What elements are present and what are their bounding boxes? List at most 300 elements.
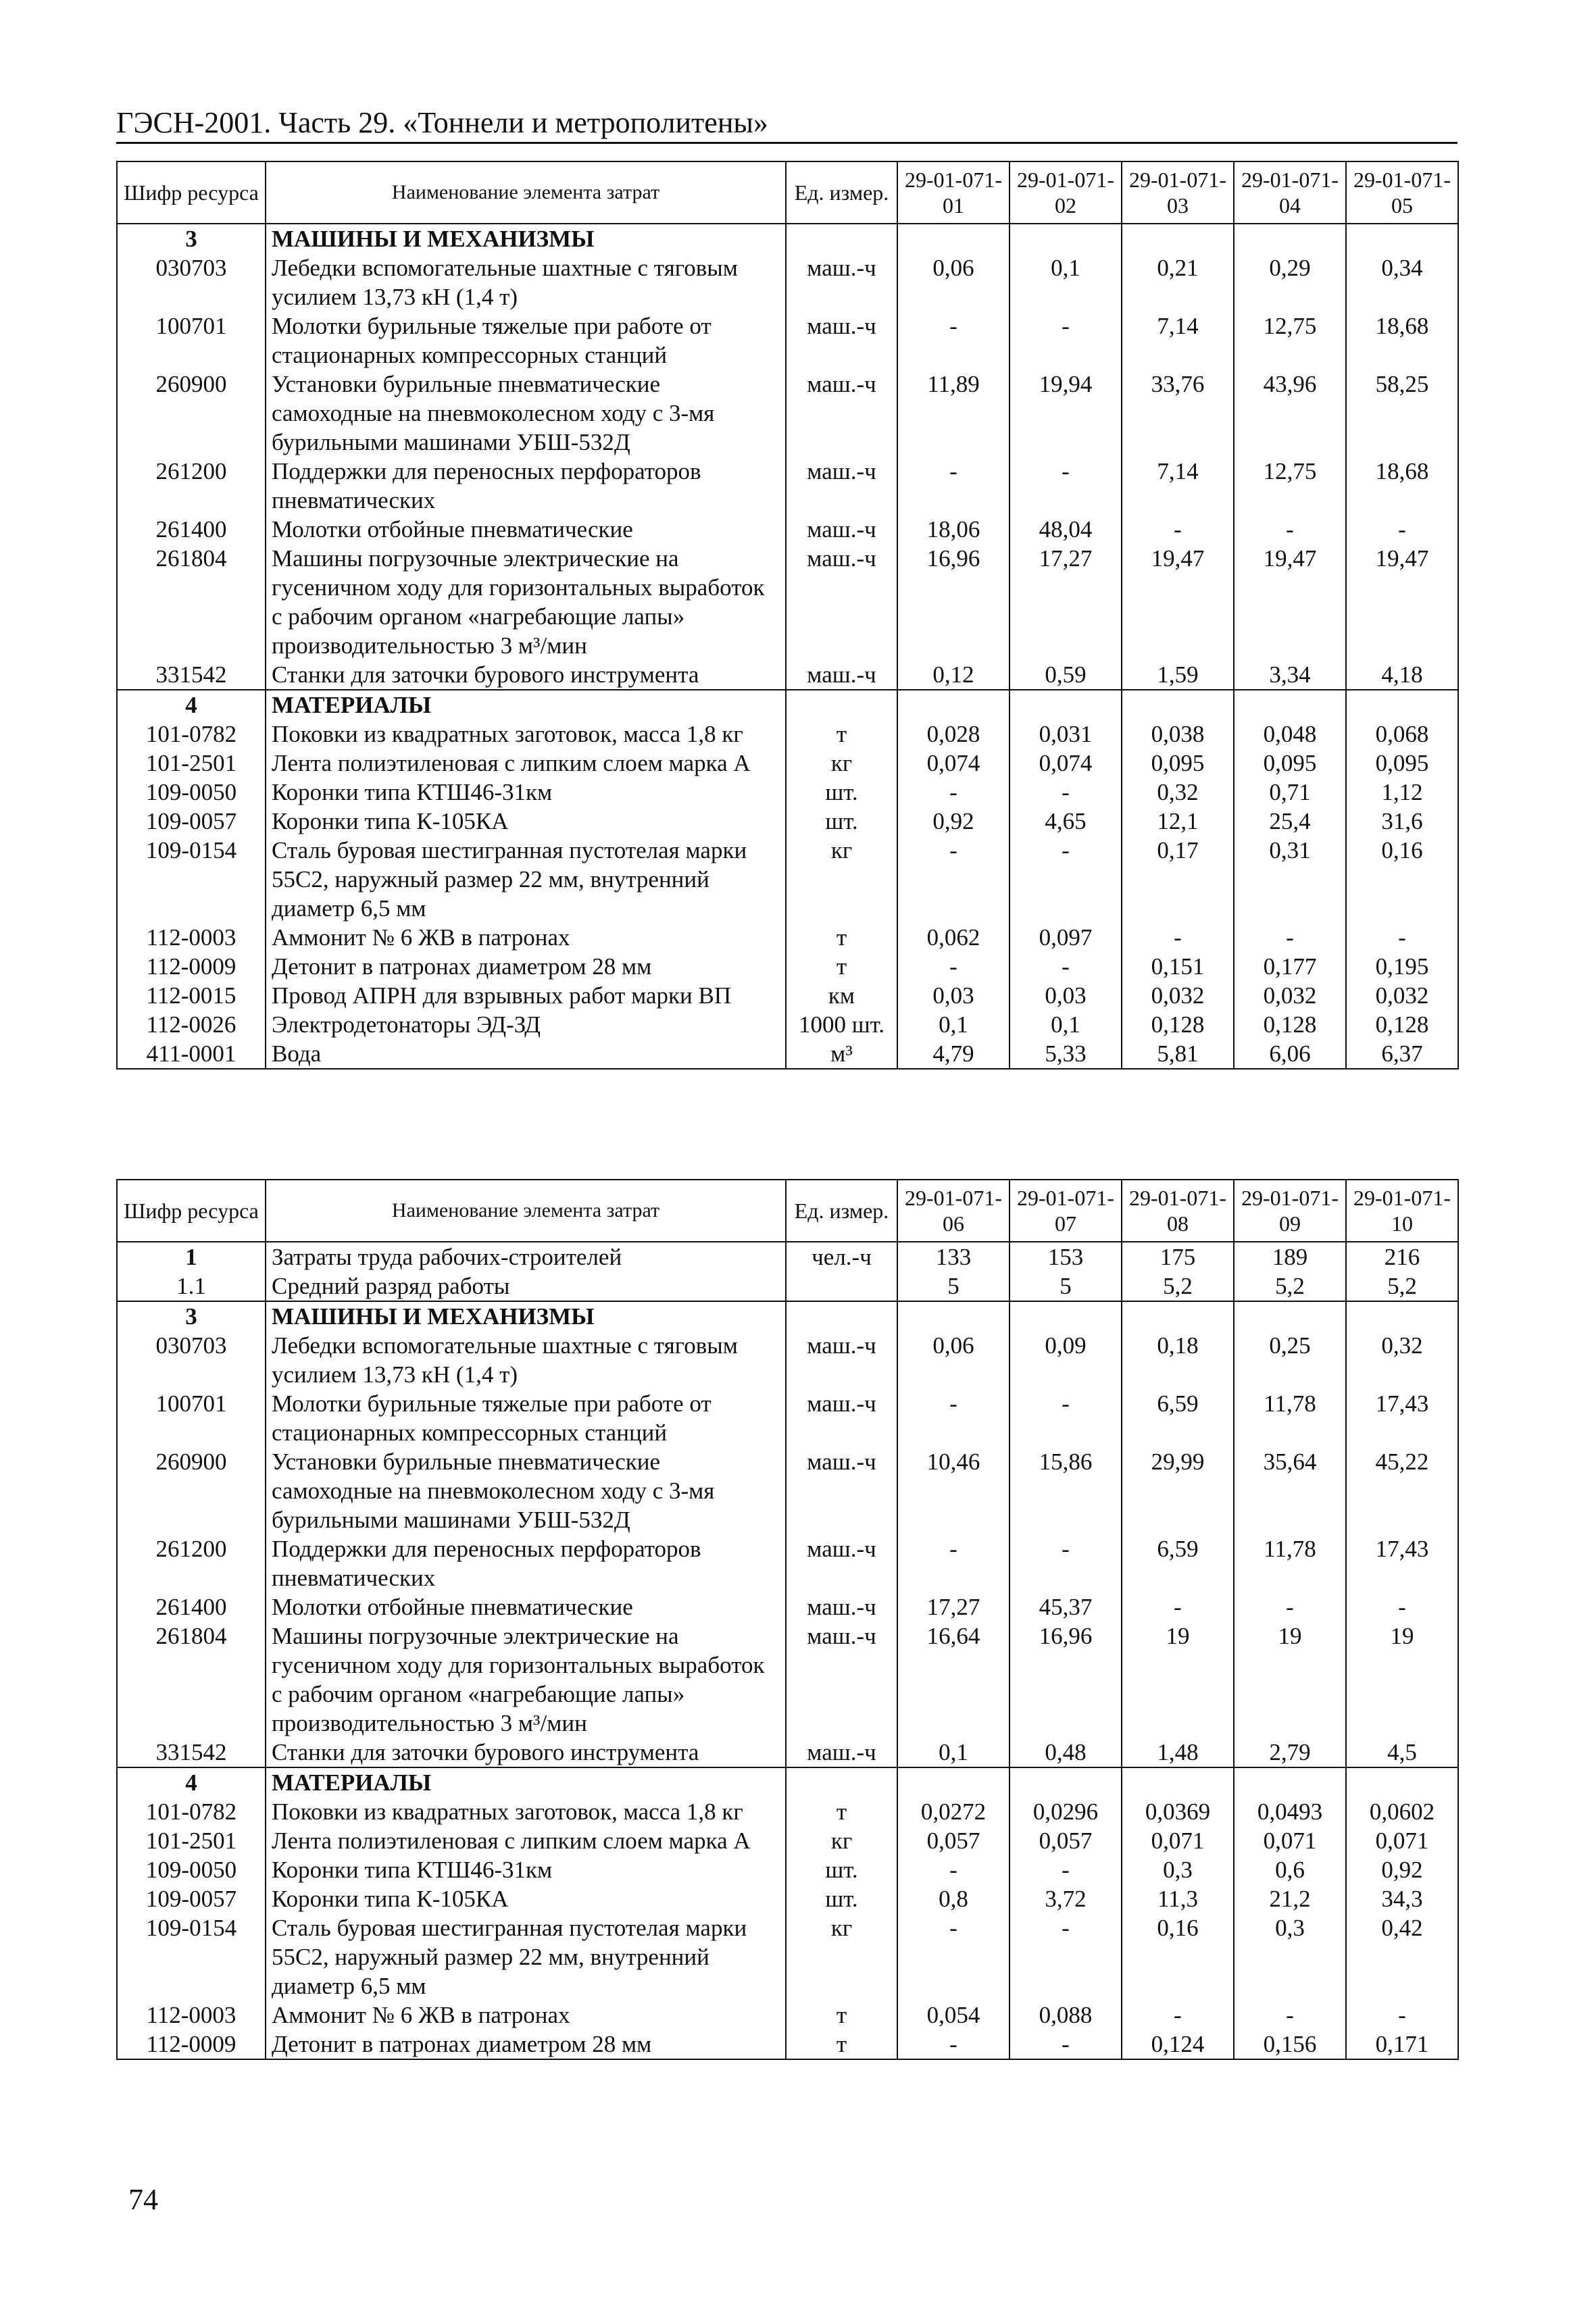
value-cell: 0,128 [1122,1010,1234,1039]
resource-name: Коронки типа КТШ46-31км [266,1855,786,1884]
value-cell: - [1122,1592,1234,1621]
unit-cell: шт. [786,1855,897,1884]
unit-cell [786,1767,897,1797]
value-cell: 0,42 [1346,1913,1458,2001]
value-cell: 5,2 [1234,1272,1346,1301]
table-row [117,1389,1458,1447]
resource-code: 261400 [117,1592,266,1621]
resource-name: МАШИНЫ И МЕХАНИЗМЫ [266,1301,786,1331]
unit-cell: шт. [786,807,897,836]
resource-code: 4 [117,1767,266,1797]
value-cell: - [1009,2030,1122,2059]
value-cell [1122,224,1234,253]
value-cell [1346,1767,1458,1797]
value-cell: 5 [1009,1272,1122,1301]
resource-code: 100701 [117,311,266,370]
value-cell: - [897,836,1009,923]
table-row [117,1592,1458,1621]
value-cell: 45,37 [1009,1592,1122,1621]
value-cell: - [1234,2001,1346,2030]
resource-code: 112-0009 [117,952,266,981]
col-header-norm: 29-01-071-02 [1009,161,1122,224]
page-header: ГЭСН-2001. Часть 29. «Тоннели и метрополитены» [116,106,768,139]
table-row [117,1621,1458,1738]
resource-name: Лебедки вспомогательные шахтные с тяговым усилием 13,73 кН (1,4 т) [266,1331,786,1389]
value-cell: 0,095 [1122,749,1234,778]
value-cell: 3,72 [1009,1884,1122,1913]
resource-name: Машины погрузочные электрические на гусеничном ходу для горизонтальных выработок с рабочим органом «нагребающие лапы» производительностью 3 м³/мин [266,544,786,660]
col-header-name: Наименование элемента затрат [266,161,786,224]
table-row [117,1826,1458,1855]
value-cell: - [1234,1592,1346,1621]
value-cell: - [897,2030,1009,2059]
unit-cell: маш.-ч [786,515,897,544]
value-cell: 0,074 [897,749,1009,778]
value-cell: 1,59 [1122,660,1234,690]
value-cell: 11,78 [1234,1389,1346,1447]
value-cell: 15,86 [1009,1447,1122,1534]
value-cell: 18,68 [1346,311,1458,370]
table-row [117,515,1458,544]
value-cell: 17,43 [1346,1389,1458,1447]
resource-code: 4 [117,690,266,720]
table-row [117,749,1458,778]
value-cell: 34,3 [1346,1884,1458,1913]
col-header-unit: Ед. измер. [786,161,897,224]
value-cell: 0,18 [1122,1331,1234,1389]
table-row [117,1797,1458,1826]
resource-name: Молотки бурильные тяжелые при работе от стационарных компрессорных станций [266,311,786,370]
value-cell: - [897,311,1009,370]
value-cell: 43,96 [1234,370,1346,457]
table-row [117,1913,1458,2001]
col-header-norm: 29-01-071-05 [1346,161,1458,224]
section-row [117,690,1458,720]
unit-cell: шт. [786,1884,897,1913]
value-cell: 0,048 [1234,720,1346,749]
unit-cell: т [786,720,897,749]
value-cell: 11,89 [897,370,1009,457]
value-cell: 12,75 [1234,457,1346,515]
table-row [117,1855,1458,1884]
value-cell: 0,195 [1346,952,1458,981]
header-rule [116,142,1457,144]
table-row [117,1331,1458,1389]
value-cell: 0,17 [1122,836,1234,923]
resource-name: Лента полиэтиленовая с липким слоем марка А [266,1826,786,1855]
value-cell: 5 [897,1272,1009,1301]
resource-name: Поковки из квадратных заготовок, масса 1,8 кг [266,720,786,749]
value-cell: 0,032 [1122,981,1234,1010]
value-cell [897,224,1009,253]
resource-code: 112-0015 [117,981,266,1010]
value-cell: 5,33 [1009,1039,1122,1069]
table-row [117,1272,1458,1301]
table-row [117,457,1458,515]
resource-code: 331542 [117,660,266,690]
value-cell: 0,151 [1122,952,1234,981]
value-cell: 0,031 [1009,720,1122,749]
value-cell: 0,21 [1122,253,1234,311]
section-row [117,1242,1458,1272]
value-cell: 0,3 [1234,1913,1346,2001]
unit-cell: маш.-ч [786,1592,897,1621]
value-cell: - [1009,952,1122,981]
resource-name: Молотки отбойные пневматические [266,1592,786,1621]
value-cell: 3,34 [1234,660,1346,690]
resource-code: 260900 [117,1447,266,1534]
norms-table-1 [116,161,1459,1070]
value-cell: - [1122,2001,1234,2030]
col-header-norm: 29-01-071-10 [1346,1180,1458,1242]
value-cell: 5,2 [1122,1272,1234,1301]
unit-cell: маш.-ч [786,370,897,457]
resource-name: Лента полиэтиленовая с липким слоем марка А [266,749,786,778]
resource-code: 331542 [117,1738,266,1767]
table-1-body [117,224,1458,1069]
value-cell: 35,64 [1234,1447,1346,1534]
value-cell: 7,14 [1122,311,1234,370]
resource-code: 101-2501 [117,749,266,778]
value-cell: - [1346,2001,1458,2030]
value-cell: 58,25 [1346,370,1458,457]
value-cell: 19,94 [1009,370,1122,457]
value-cell: 0,92 [1346,1855,1458,1884]
resource-code: 411-0001 [117,1039,266,1069]
col-header-norm: 29-01-071-04 [1234,161,1346,224]
value-cell [1234,1767,1346,1797]
resource-name: Молотки отбойные пневматические [266,515,786,544]
table-row [117,1884,1458,1913]
value-cell: 2,79 [1234,1738,1346,1767]
value-cell: 0,16 [1122,1913,1234,2001]
value-cell: 0,074 [1009,749,1122,778]
value-cell: 0,6 [1234,1855,1346,1884]
value-cell: 4,5 [1346,1738,1458,1767]
value-cell: 0,156 [1234,2030,1346,2059]
value-cell: 0,03 [1009,981,1122,1010]
value-cell: 0,1 [897,1738,1009,1767]
unit-cell: т [786,2030,897,2059]
unit-cell: м³ [786,1039,897,1069]
value-cell: 4,65 [1009,807,1122,836]
value-cell: 33,76 [1122,370,1234,457]
value-cell: 16,96 [897,544,1009,660]
resource-code: 261200 [117,457,266,515]
resource-code: 112-0009 [117,2030,266,2059]
value-cell: - [1009,1855,1122,1884]
value-cell: 0,177 [1234,952,1346,981]
value-cell [1009,1301,1122,1331]
value-cell: 6,37 [1346,1039,1458,1069]
value-cell: - [1009,1534,1122,1592]
col-header-name: Наименование элемента затрат [266,1180,786,1242]
resource-code: 109-0057 [117,1884,266,1913]
unit-cell: кг [786,1913,897,2001]
value-cell: 0,128 [1346,1010,1458,1039]
value-cell [1234,1301,1346,1331]
table-row [117,660,1458,690]
value-cell: 153 [1009,1242,1122,1272]
value-cell: - [1234,515,1346,544]
value-cell: 0,25 [1234,1331,1346,1389]
value-cell: 19,47 [1234,544,1346,660]
value-cell: 0,12 [897,660,1009,690]
resource-name: Вода [266,1039,786,1069]
resource-name: Аммонит № 6 ЖВ в патронах [266,923,786,952]
value-cell: 0,3 [1122,1855,1234,1884]
value-cell: 1,12 [1346,778,1458,807]
value-cell: 16,96 [1009,1621,1122,1738]
col-header-norm: 29-01-071-08 [1122,1180,1234,1242]
value-cell: 0,0272 [897,1797,1009,1826]
col-header-norm: 29-01-071-01 [897,161,1009,224]
unit-cell: кг [786,749,897,778]
value-cell: 17,43 [1346,1534,1458,1592]
value-cell [897,690,1009,720]
value-cell: 0,097 [1009,923,1122,952]
unit-cell [786,224,897,253]
resource-code: 260900 [117,370,266,457]
resource-name: Провод АПРН для взрывных работ марки ВП [266,981,786,1010]
section-row [117,224,1458,253]
col-header-code: Шифр ресурса [117,161,266,224]
value-cell: 1,48 [1122,1738,1234,1767]
value-cell [1346,690,1458,720]
value-cell: 0,057 [897,1826,1009,1855]
table-row [117,1534,1458,1592]
value-cell: 216 [1346,1242,1458,1272]
value-cell: 18,68 [1346,457,1458,515]
resource-code: 261804 [117,1621,266,1738]
value-cell: 0,03 [897,981,1009,1010]
value-cell: 133 [897,1242,1009,1272]
value-cell: - [1122,923,1234,952]
value-cell [897,1767,1009,1797]
value-cell: 0,48 [1009,1738,1122,1767]
resource-name: МАШИНЫ И МЕХАНИЗМЫ [266,224,786,253]
value-cell: 0,071 [1122,1826,1234,1855]
value-cell: 0,92 [897,807,1009,836]
resource-name: Поддержки для переносных перфораторов пневматических [266,457,786,515]
unit-cell: маш.-ч [786,457,897,515]
value-cell: 0,32 [1122,778,1234,807]
resource-code: 112-0003 [117,923,266,952]
resource-name: МАТЕРИАЛЫ [266,1767,786,1797]
table-row [117,1738,1458,1767]
value-cell [1234,224,1346,253]
resource-code: 109-0050 [117,778,266,807]
value-cell: - [897,1534,1009,1592]
value-cell: 0,1 [897,1010,1009,1039]
value-cell: 6,06 [1234,1039,1346,1069]
value-cell: - [897,1389,1009,1447]
value-cell [1122,1301,1234,1331]
page-number: 74 [128,2183,158,2216]
table-row [117,720,1458,749]
unit-cell: маш.-ч [786,1738,897,1767]
resource-code: 3 [117,224,266,253]
unit-cell: шт. [786,778,897,807]
value-cell: 0,071 [1234,1826,1346,1855]
value-cell: 16,64 [897,1621,1009,1738]
value-cell: 19,47 [1122,544,1234,660]
resource-name: Аммонит № 6 ЖВ в патронах [266,2001,786,2030]
value-cell: 10,46 [897,1447,1009,1534]
value-cell: 12,75 [1234,311,1346,370]
norms-table-2 [116,1179,1459,2060]
unit-cell: т [786,1797,897,1826]
value-cell: - [897,952,1009,981]
resource-code: 112-0026 [117,1010,266,1039]
resource-code: 109-0050 [117,1855,266,1884]
value-cell: 31,6 [1346,807,1458,836]
unit-cell: маш.-ч [786,1621,897,1738]
value-cell: 5,81 [1122,1039,1234,1069]
resource-code: 109-0057 [117,807,266,836]
value-cell: 19 [1234,1621,1346,1738]
resource-name: Молотки бурильные тяжелые при работе от стационарных компрессорных станций [266,1389,786,1447]
table-row [117,1039,1458,1069]
value-cell: 11,3 [1122,1884,1234,1913]
table-row [117,311,1458,370]
section-row [117,1301,1458,1331]
value-cell: 0,8 [897,1884,1009,1913]
resource-code: 100701 [117,1389,266,1447]
unit-cell [786,1301,897,1331]
value-cell: 0,06 [897,253,1009,311]
value-cell: - [897,1855,1009,1884]
value-cell: 0,0296 [1009,1797,1122,1826]
value-cell: 0,124 [1122,2030,1234,2059]
table-row [117,807,1458,836]
resource-code: 101-2501 [117,1826,266,1855]
resource-name: Поковки из квадратных заготовок, масса 1,8 кг [266,1797,786,1826]
resource-code: 261200 [117,1534,266,1592]
resource-code: 261804 [117,544,266,660]
unit-cell: 1000 шт. [786,1010,897,1039]
resource-code: 101-0782 [117,1797,266,1826]
value-cell: - [1009,778,1122,807]
value-cell: 0,0369 [1122,1797,1234,1826]
table-row [117,1010,1458,1039]
value-cell: 0,095 [1346,749,1458,778]
value-cell: 0,34 [1346,253,1458,311]
unit-cell: т [786,952,897,981]
table-row [117,1447,1458,1534]
unit-cell: кг [786,1826,897,1855]
value-cell: 19 [1122,1621,1234,1738]
value-cell: 19 [1346,1621,1458,1738]
unit-cell: маш.-ч [786,311,897,370]
unit-cell: маш.-ч [786,1534,897,1592]
table-row [117,2030,1458,2059]
resource-name: Поддержки для переносных перфораторов пневматических [266,1534,786,1592]
value-cell [1122,690,1234,720]
unit-cell: т [786,923,897,952]
unit-cell [786,1272,897,1301]
unit-cell: т [786,2001,897,2030]
value-cell: 0,09 [1009,1331,1122,1389]
resource-code: 101-0782 [117,720,266,749]
value-cell: 0,032 [1346,981,1458,1010]
resource-name: Установки бурильные пневматические самоходные на пневмоколесном ходу с 3-мя бурильными машинами УБШ-532Д [266,370,786,457]
unit-cell: маш.-ч [786,544,897,660]
value-cell: 0,071 [1346,1826,1458,1855]
value-cell: 5,2 [1346,1272,1458,1301]
value-cell [1009,690,1122,720]
unit-cell: маш.-ч [786,1331,897,1389]
unit-cell: км [786,981,897,1010]
value-cell: 48,04 [1009,515,1122,544]
value-cell: 0,1 [1009,1010,1122,1039]
unit-cell: чел.-ч [786,1242,897,1272]
value-cell: 7,14 [1122,457,1234,515]
col-header-norm: 29-01-071-06 [897,1180,1009,1242]
value-cell: - [1234,923,1346,952]
col-header-unit: Ед. измер. [786,1180,897,1242]
value-cell: 4,18 [1346,660,1458,690]
unit-cell: кг [786,836,897,923]
value-cell: 0,1 [1009,253,1122,311]
table-row [117,981,1458,1010]
resource-name: МАТЕРИАЛЫ [266,690,786,720]
col-header-norm: 29-01-071-03 [1122,161,1234,224]
value-cell: - [897,1913,1009,2001]
unit-cell: маш.-ч [786,1389,897,1447]
value-cell: 0,59 [1009,660,1122,690]
table-row [117,836,1458,923]
resource-name: Машины погрузочные электрические на гусеничном ходу для горизонтальных выработок с рабочим органом «нагребающие лапы» производительностью 3 м³/мин [266,1621,786,1738]
resource-code: 3 [117,1301,266,1331]
value-cell: 0,128 [1234,1010,1346,1039]
value-cell: - [1009,457,1122,515]
value-cell [1234,690,1346,720]
value-cell: 0,171 [1346,2030,1458,2059]
value-cell: 0,038 [1122,720,1234,749]
value-cell [1122,1767,1234,1797]
value-cell: 12,1 [1122,807,1234,836]
resource-name: Станки для заточки бурового инструмента [266,1738,786,1767]
value-cell [1009,224,1122,253]
resource-name: Сталь буровая шестигранная пустотелая марки 55С2, наружный размер 22 мм, внутренний диаметр 6,5 мм [266,836,786,923]
table-row [117,370,1458,457]
value-cell: - [1009,836,1122,923]
resource-name: Электродетонаторы ЭД-ЗД [266,1010,786,1039]
resource-code: 1.1 [117,1272,266,1301]
table-row [117,952,1458,981]
value-cell: - [897,457,1009,515]
col-header-norm: 29-01-071-09 [1234,1180,1346,1242]
table-row [117,253,1458,311]
value-cell: 0,0602 [1346,1797,1458,1826]
resource-code: 261400 [117,515,266,544]
value-cell: 0,29 [1234,253,1346,311]
resource-code: 030703 [117,253,266,311]
resource-code: 030703 [117,1331,266,1389]
value-cell: 0,06 [897,1331,1009,1389]
value-cell: 11,78 [1234,1534,1346,1592]
unit-cell: маш.-ч [786,660,897,690]
resource-name: Детонит в патронах диаметром 28 мм [266,952,786,981]
value-cell: - [1122,515,1234,544]
value-cell: 175 [1122,1242,1234,1272]
value-cell: 0,32 [1346,1331,1458,1389]
value-cell [1346,224,1458,253]
value-cell: - [1346,1592,1458,1621]
resource-name: Затраты труда рабочих-строителей [266,1242,786,1272]
table-row [117,778,1458,807]
